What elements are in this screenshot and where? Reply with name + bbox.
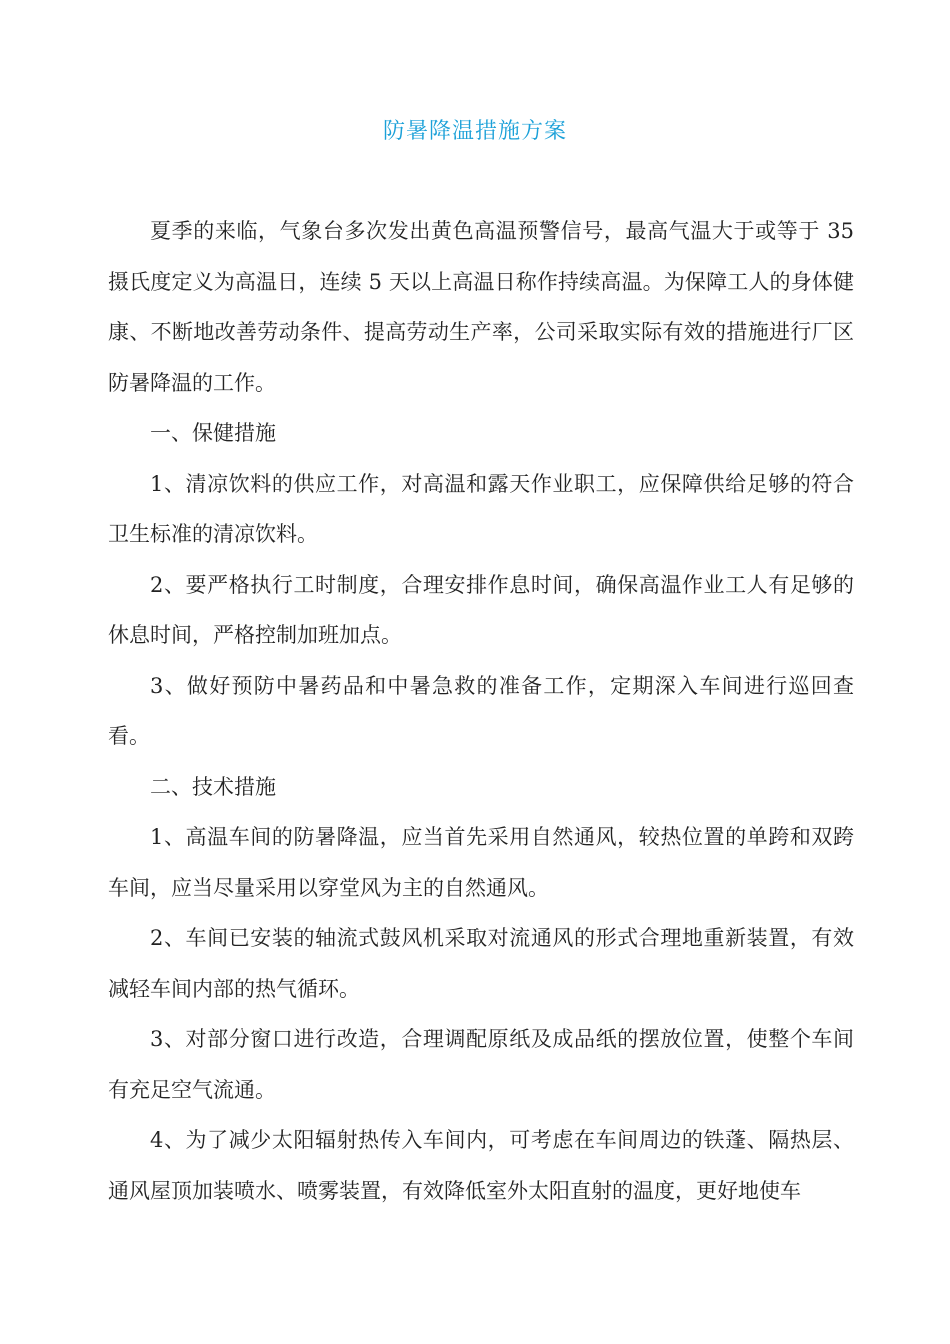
- technical-item-4: 4、为了减少太阳辐射热传入车间内，可考虑在车间周边的铁蓬、隔热层、通风屋顶加装喷水、喷雾装置，有效降低室外太阳直射的温度，更好地使车: [108, 1128, 854, 1203]
- section-heading-technical: 二、技术措施: [150, 774, 276, 799]
- health-item-2: 2、要严格执行工时制度，合理安排作息时间，确保高温作业工人有足够的休息时间，严格控制加班加点。: [108, 572, 854, 647]
- document-body: [108, 206, 854, 1216]
- intro-paragraph: 夏季的来临，气象台多次发出黄色高温预警信号，最高气温大于或等于 35 摄氏度定义为高温日，连续 5 天以上高温日称作持续高温。为保障工人的身体健康、不断地改善劳动条件、提高劳动生产率，公司采取实际有效的措施进行厂区防暑降温的工作。: [108, 219, 854, 395]
- technical-item-3: 3、对部分窗口进行改造，合理调配原纸及成品纸的摆放位置，使整个车间有充足空气流通。: [108, 1027, 854, 1102]
- health-item-3: 3、做好预防中暑药品和中暑急救的准备工作，定期深入车间进行巡回查看。: [108, 673, 854, 748]
- document-title: 防暑降温措施方案: [382, 119, 567, 144]
- technical-item-2: 2、车间已安装的轴流式鼓风机采取对流通风的形式合理地重新装置，有效减轻车间内部的热气循环。: [108, 926, 854, 1001]
- health-item-1: 1、清凉饮料的供应工作，对高温和露天作业职工，应保障供给足够的符合卫生标准的清凉饮料。: [108, 471, 854, 546]
- section-heading-health: 一、保健措施: [150, 421, 276, 445]
- technical-item-1: 1、高温车间的防暑降温，应当首先采用自然通风，较热位置的单跨和双跨车间，应当尽量采用以穿堂风为主的自然通风。: [108, 825, 854, 900]
